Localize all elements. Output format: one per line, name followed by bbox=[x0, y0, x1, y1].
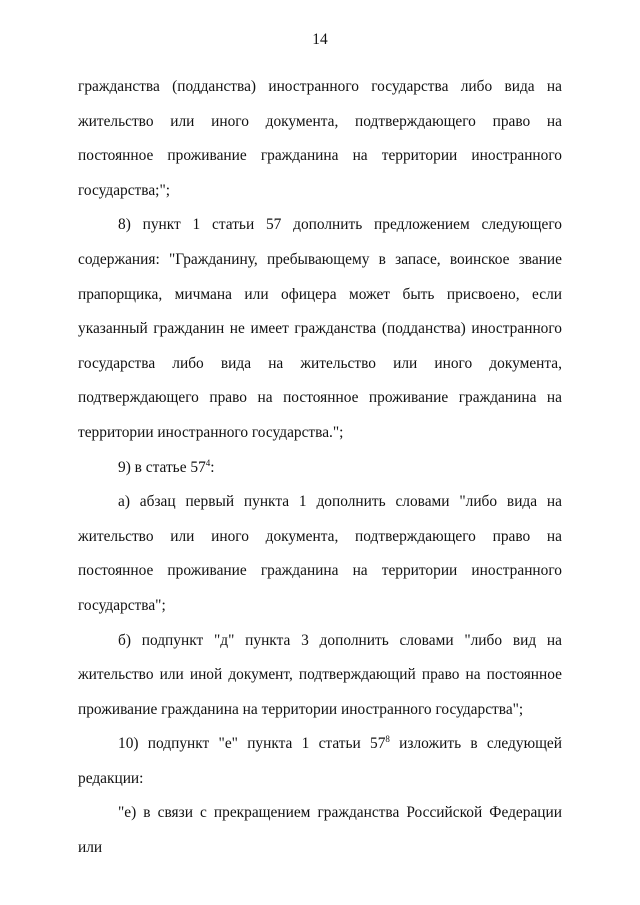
paragraph-subitem-a: а) абзац первый пункта 1 дополнить словами "либо вида на жительство или иного документа, подтверждающего право на постоянное проживание гражданина на территории иностранного государства"; bbox=[78, 493, 562, 614]
item-10-superscript: 8 bbox=[385, 734, 390, 745]
item-9-superscript: 4 bbox=[205, 457, 211, 468]
item-10-text: 10) подпункт "е" пункта 1 статьи 57 bbox=[118, 735, 386, 753]
paragraph-item-8: 8) пункт 1 статьи 57 дополнить предложением следующего содержания: "Гражданину, пребывающему в запасе, воинское звание прапорщика, мичмана или офицера может быть присвоено, если указанный гражданин не имеет гражданства (подданства) иностранного государства либо вида на жительство или иного документа, подтверждающего право на постоянное проживание гражданина на территории иностранного государства."; bbox=[78, 216, 562, 441]
item-9-text: 9) в статье 57 bbox=[118, 458, 206, 476]
item-9-text-after: : bbox=[210, 458, 215, 476]
paragraph-quote-e: "е) в связи с прекращением гражданства Российской Федерации или bbox=[78, 804, 562, 857]
item-10-text-after: изложить в следующей редакции: bbox=[78, 735, 562, 787]
page-number: 14 bbox=[312, 31, 328, 48]
paragraph-subitem-b: б) подпункт "д" пункта 3 дополнить словами "либо вид на жительство или иной документ, подтверждающий право на постоянное проживание гражданина на территории иностранного государства"; bbox=[78, 631, 562, 718]
paragraph-continuation: гражданства (подданства) иностранного государства либо вида на жительство или иного документа, подтверждающего право на постоянное проживание гражданина на территории иностранного государства;"; bbox=[78, 78, 562, 199]
paragraph-item-10 bbox=[78, 727, 562, 796]
paragraph-item-9 bbox=[78, 451, 562, 486]
document-body bbox=[78, 70, 562, 866]
